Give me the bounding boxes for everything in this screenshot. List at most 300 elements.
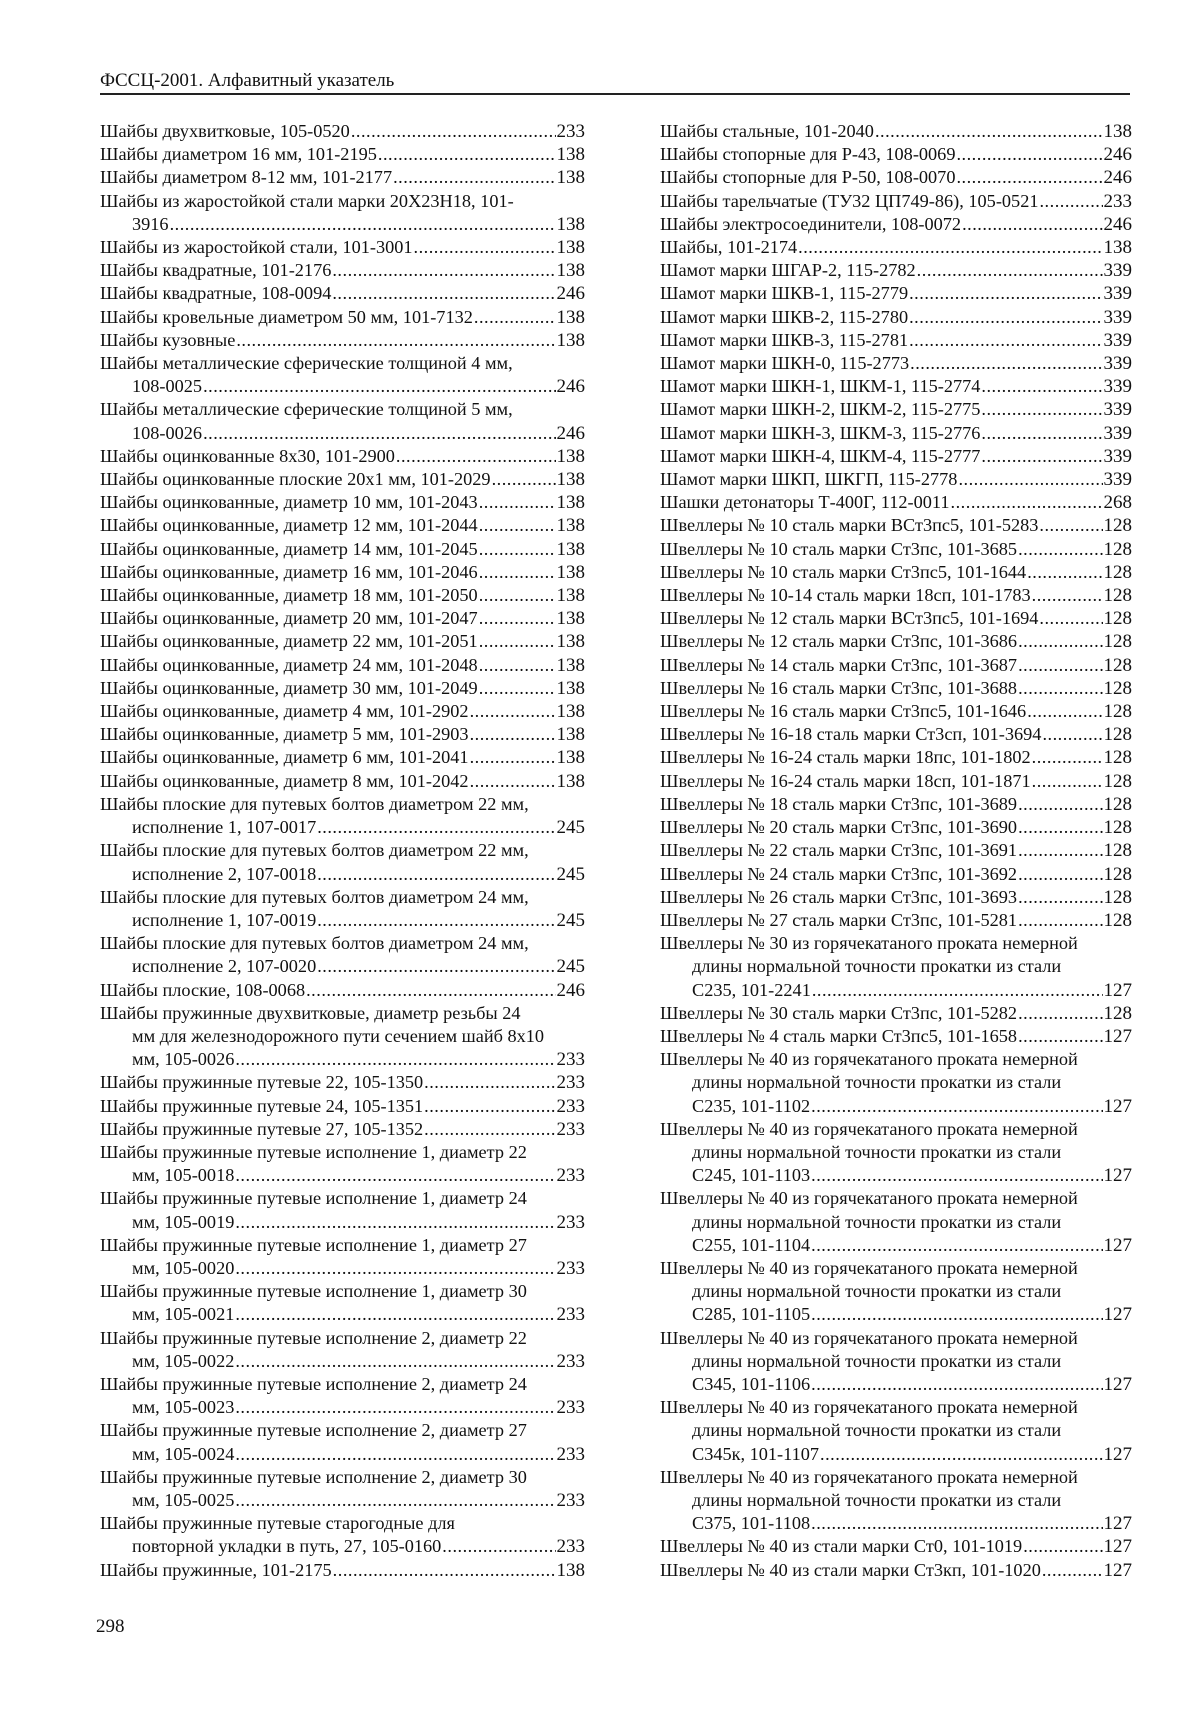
index-entry [660,422,1132,445]
index-entry [100,190,585,236]
index-entry [100,607,585,630]
dot-leader [424,1118,555,1141]
entry-page-number: 138 [1103,237,1132,259]
dot-leader [1018,863,1102,886]
entry-text-line: Шайбы плоские для путевых болтов диаметром 22 мм, [100,793,529,814]
dot-leader [474,306,556,329]
entry-last-line [100,538,585,561]
entry-text: Швеллеры № 16 сталь марки Ст3пс5, 101-1646 [660,701,1027,722]
entry-text-line: Шайбы пружинные путевые старогодные для [100,1513,455,1534]
entry-last-line [660,770,1132,793]
entry-page-number: 127 [1103,1513,1132,1535]
entry-text: Шайбы оцинкованные, диаметр 12 мм, 101-2044 [100,515,478,536]
entry-text-line: длины нормальной точности прокатки из стали [692,1281,1062,1302]
entry-page-number: 233 [556,1118,585,1140]
entry-page-number: 246 [1103,213,1132,235]
entry-page-number: 339 [1103,353,1132,375]
index-entry [660,700,1132,723]
dot-leader [1018,909,1102,932]
index-entry [660,793,1132,816]
entry-last-line [660,422,1132,445]
entry-text-line: Шайбы пружинные путевые исполнение 1, диаметр 24 [100,1188,527,1209]
entry-page-number: 233 [556,1072,585,1094]
dot-leader [203,375,555,398]
entry-last-line [100,259,585,282]
dot-leader [470,770,556,793]
entry-text: 108-0026 [132,422,203,443]
entry-page-number: 138 [556,631,585,653]
dot-leader [1018,886,1102,909]
entry-page-number: 339 [1103,260,1132,282]
entry-last-line [660,1303,1132,1326]
entry-text-line: длины нормальной точности прокатки из стали [692,1072,1062,1093]
entry-page-number: 128 [1103,840,1132,862]
entry-text: С235, 101-2241 [692,979,811,1000]
header-title: ФССЦ-2001. Алфавитный указатель [100,70,395,91]
dot-leader [479,607,556,630]
index-entry [100,770,585,793]
dot-leader [479,491,556,514]
dot-leader [1018,538,1102,561]
entry-text-line: Швеллеры № 40 из горячекатаного проката немерной [660,1397,1078,1418]
dot-leader [910,352,1102,375]
dot-leader [1042,1559,1103,1582]
entry-text: Шамот марки ШКН-4, ШКМ-4, 115-2777 [660,445,981,466]
entry-text: С375, 101-1108 [692,1513,811,1534]
entry-last-line [100,166,585,189]
dot-leader [306,979,555,1002]
index-entry [660,1466,1132,1536]
index-entry [100,723,585,746]
dot-leader [1018,1025,1102,1048]
entry-text: исполнение 1, 107-0019 [132,909,317,930]
entry-page-number: 339 [1103,329,1132,351]
dot-leader [235,1257,555,1280]
entry-last-line [660,677,1132,700]
entry-page-number: 233 [556,1165,585,1187]
page-header [100,70,1130,92]
entry-last-line [100,700,585,723]
index-entry [660,143,1132,166]
entry-page-number: 127 [1103,1373,1132,1395]
entry-text: исполнение 2, 107-0018 [132,863,317,884]
index-entry [660,770,1132,793]
entry-text-line: Швеллеры № 40 из горячекатаного проката немерной [660,1327,1078,1348]
entry-page-number: 339 [1103,283,1132,305]
entry-text-line: Швеллеры № 40 из горячекатаного проката немерной [660,1188,1078,1209]
entry-text: 3916 [132,213,169,234]
dot-leader [909,282,1102,305]
index-entry [660,746,1132,769]
entry-text: Шайбы кровельные диаметром 50 мм, 101-7132 [100,306,473,327]
entry-text-line: длины нормальной точности прокатки из стали [692,956,1062,977]
entry-page-number: 246 [556,979,585,1001]
index-entry [660,1048,1132,1118]
index-entry [660,306,1132,329]
dot-leader [414,236,556,259]
entry-text: Шамот марки ШКН-1, ШКМ-1, 115-2774 [660,376,981,397]
dot-leader [811,1095,1102,1118]
entry-last-line [660,863,1132,886]
entry-page-number: 268 [1103,492,1132,514]
entry-page-number: 127 [1103,1234,1132,1256]
entry-text-line: Швеллеры № 40 из горячекатаного проката немерной [660,1466,1078,1487]
dot-leader [811,1303,1102,1326]
index-entry [660,839,1132,862]
entry-page-number: 339 [1103,445,1132,467]
index-entry [100,329,585,352]
entry-page-number: 128 [1103,515,1132,537]
dot-leader [470,700,556,723]
index-entry [100,561,585,584]
index-entry [660,1396,1132,1466]
entry-last-line [660,654,1132,677]
entry-last-line [100,1535,585,1558]
index-entry [100,1095,585,1118]
entry-text: Шайбы оцинкованные, диаметр 24 мм, 101-2048 [100,654,478,675]
entry-text: Шайбы пружинные, 101-2175 [100,1559,332,1580]
entry-last-line [660,1164,1132,1187]
entry-text-line: Швеллеры № 40 из горячекатаного проката немерной [660,1049,1078,1070]
entry-text: Шайбы тарельчатые (ТУ32 ЦП749-86), 105-0521 [660,190,1039,211]
index-entry [100,1118,585,1141]
entry-last-line [660,329,1132,352]
entry-page-number: 138 [556,167,585,189]
dot-leader [442,1535,555,1558]
entry-last-line [660,445,1132,468]
header-rule [100,93,1130,95]
entry-text: Шайбы оцинкованные 8х30, 101-2900 [100,445,395,466]
entry-page-number: 128 [1103,631,1132,653]
entry-text: Шайбы пружинные путевые 22, 105-1350 [100,1072,424,1093]
entry-page-number: 339 [1103,469,1132,491]
index-entry [660,282,1132,305]
index-entry [660,1025,1132,1048]
entry-text: Швеллеры № 16-18 сталь марки Ст3сп, 101-3694 [660,724,1042,745]
entry-text-line: длины нормальной точности прокатки из стали [692,1350,1062,1371]
entry-text: Шайбы пружинные путевые 27, 105-1352 [100,1118,424,1139]
entry-text: Швеллеры № 16-24 сталь марки 18пс, 101-1802 [660,747,1031,768]
entry-last-line [100,1350,585,1373]
entry-text: Шамот марки ШКП, ШКГП, 115-2778 [660,469,958,490]
dot-leader [956,143,1102,166]
dot-leader [981,398,1102,421]
entry-text: С255, 101-1104 [692,1234,811,1255]
entry-text: мм, 105-0025 [132,1489,235,1510]
dot-leader [235,1443,555,1466]
entry-page-number: 138 [556,701,585,723]
entry-page-number: 245 [556,909,585,931]
entry-last-line [660,468,1132,491]
dot-leader [378,143,556,166]
entry-text: Швеллеры № 26 сталь марки Ст3пс, 101-3693 [660,886,1018,907]
entry-page-number: 233 [556,1257,585,1279]
entry-page-number: 138 [556,469,585,491]
entry-text: Швеллеры № 40 из стали марки Ст0, 101-1019 [660,1536,1023,1557]
entry-text: Шайбы электросоединители, 108-0072 [660,213,962,234]
index-entry [660,190,1132,213]
entry-last-line [100,955,585,978]
index-entry [100,514,585,537]
entry-page-number: 138 [556,724,585,746]
entry-page-number: 138 [556,608,585,630]
entry-last-line [660,1535,1132,1558]
entry-text: Швеллеры № 10 сталь марки Ст3пс5, 101-1644 [660,561,1027,582]
entry-last-line [660,190,1132,213]
index-entry [100,654,585,677]
dot-leader [235,1489,555,1512]
dot-leader [332,282,555,305]
dot-leader [492,468,556,491]
dot-leader [479,677,556,700]
entry-last-line [100,1489,585,1512]
index-entry [100,259,585,282]
dot-leader [917,259,1103,282]
page-number: 298 [96,1616,125,1637]
index-entry [660,886,1132,909]
dot-leader [981,375,1102,398]
entry-last-line [660,607,1132,630]
dot-leader [875,120,1103,143]
index-entry [100,839,585,885]
index-entry [660,538,1132,561]
entry-last-line [660,1559,1132,1582]
entry-page-number: 138 [556,306,585,328]
index-entry [100,677,585,700]
dot-leader [1018,1002,1102,1025]
index-entry [100,932,585,978]
entry-last-line [100,1211,585,1234]
index-entry [660,816,1132,839]
entry-page-number: 128 [1103,654,1132,676]
entry-text: Шайбы стопорные для Р-43, 108-0069 [660,144,956,165]
index-entry [660,398,1132,421]
dot-leader [1018,793,1102,816]
entry-page-number: 138 [556,260,585,282]
entry-page-number: 128 [1103,886,1132,908]
entry-text-line: Шайбы пружинные путевые исполнение 2, диаметр 22 [100,1327,527,1348]
entry-page-number: 233 [556,121,585,142]
entry-text-line: длины нормальной точности прокатки из стали [692,1489,1062,1510]
index-entry [660,723,1132,746]
entry-text: Швеллеры № 12 сталь марки Ст3пс, 101-3686 [660,631,1018,652]
entry-last-line [100,1303,585,1326]
index-entry [100,746,585,769]
entry-text-line: Шайбы плоские для путевых болтов диаметром 24 мм, [100,933,529,954]
index-entry [100,1419,585,1465]
entry-last-line [660,491,1132,514]
index-entry [100,700,585,723]
entry-last-line [100,120,585,143]
entry-last-line [660,561,1132,584]
dot-leader [1027,561,1102,584]
entry-text-line: Швеллеры № 40 из горячекатаного проката немерной [660,1118,1078,1139]
entry-last-line [660,259,1132,282]
entry-text: Шайбы оцинкованные, диаметр 18 мм, 101-2050 [100,585,478,606]
dot-leader [235,1350,555,1373]
dot-leader [396,445,556,468]
entry-text: Шайбы, 101-2174 [660,237,798,258]
entry-last-line [100,514,585,537]
dot-leader [1039,514,1102,537]
entry-page-number: 246 [556,283,585,305]
entry-text-line: Шайбы пружинные путевые исполнение 2, диаметр 30 [100,1466,527,1487]
entry-last-line [100,1396,585,1419]
dot-leader [424,1095,555,1118]
entry-page-number: 128 [1103,909,1132,931]
dot-leader [812,979,1103,1002]
entry-last-line [100,909,585,932]
index-entry [660,654,1132,677]
entry-last-line [660,746,1132,769]
index-entry [660,375,1132,398]
dot-leader [811,1164,1102,1187]
entry-page-number: 128 [1103,1002,1132,1024]
entry-text: Шамот марки ШКН-0, 115-2773 [660,353,910,374]
dot-leader [811,1234,1102,1257]
entry-page-number: 128 [1103,817,1132,839]
entry-page-number: 138 [556,515,585,537]
index-entry [100,1327,585,1373]
entry-last-line [100,422,585,445]
entry-last-line [660,816,1132,839]
entry-text-line: мм для железнодорожного пути сечением шайб 8х10 [132,1025,545,1046]
entry-text: Шамот марки ШКН-3, ШКМ-3, 115-2776 [660,422,981,443]
entry-last-line [100,630,585,653]
entry-text: мм, 105-0020 [132,1257,235,1278]
dot-leader [1032,770,1103,793]
entry-text: Шайбы оцинкованные, диаметр 16 мм, 101-2046 [100,561,478,582]
dot-leader [424,1071,555,1094]
index-entry [100,886,585,932]
entry-last-line [660,538,1132,561]
dot-leader [470,723,556,746]
entry-text: Швеллеры № 4 сталь марки Ст3пс5, 101-1658 [660,1025,1018,1046]
dot-leader [235,1048,555,1071]
dot-leader [479,630,556,653]
entry-last-line [100,1095,585,1118]
dot-leader [170,213,556,236]
dot-leader [1018,677,1102,700]
entry-page-number: 138 [556,445,585,467]
entry-text-line: Швеллеры № 30 из горячекатаного проката немерной [660,933,1078,954]
entry-page-number: 127 [1103,1025,1132,1047]
entry-text: мм, 105-0021 [132,1304,235,1325]
entry-last-line [100,445,585,468]
entry-page-number: 127 [1103,1559,1132,1581]
dot-leader [1042,723,1102,746]
index-entry [100,1280,585,1326]
dot-leader [317,816,555,839]
entry-text-line: Шайбы пружинные путевые исполнение 2, диаметр 24 [100,1373,527,1394]
index-entry [660,1257,1132,1327]
entry-page-number: 233 [556,1536,585,1558]
index-entry [660,259,1132,282]
entry-page-number: 233 [556,1489,585,1511]
dot-leader [332,259,555,282]
dot-leader [235,1396,555,1419]
dot-leader [479,654,556,677]
entry-text: Шайбы оцинкованные, диаметр 20 мм, 101-2047 [100,608,478,629]
dot-leader [1023,1535,1102,1558]
entry-last-line [660,839,1132,862]
entry-text: мм, 105-0023 [132,1397,235,1418]
entry-text: Швеллеры № 16-24 сталь марки 18сп, 101-1871 [660,770,1031,791]
index-entry [100,236,585,259]
entry-last-line [100,677,585,700]
dot-leader [1027,700,1102,723]
dot-leader [962,213,1102,236]
dot-leader [479,584,556,607]
entry-last-line [660,1373,1132,1396]
index-entry [100,166,585,189]
dot-leader [811,1512,1102,1535]
entry-last-line [100,1257,585,1280]
dot-leader [958,468,1102,491]
entry-page-number: 245 [556,863,585,885]
entry-last-line [660,398,1132,421]
entry-last-line [660,723,1132,746]
dot-leader [1018,654,1102,677]
entry-text: С345к, 101-1107 [692,1443,820,1464]
dot-leader [1039,190,1102,213]
index-entry [660,630,1132,653]
index-column-right [660,120,1132,1582]
index-entry [100,398,585,444]
dot-leader [951,491,1103,514]
entry-text: С235, 101-1102 [692,1095,811,1116]
entry-last-line [660,1095,1132,1118]
entry-text: Шайбы оцинкованные, диаметр 10 мм, 101-2043 [100,492,478,513]
index-entry [100,793,585,839]
index-entry [100,120,585,143]
entry-page-number: 233 [1103,190,1132,212]
entry-last-line [660,213,1132,236]
index-entry [660,1535,1132,1558]
dot-leader [1018,630,1102,653]
entry-page-number: 127 [1103,1443,1132,1465]
entry-text: С345, 101-1106 [692,1373,811,1394]
entry-text: мм, 105-0022 [132,1350,235,1371]
index-entry [660,120,1132,143]
index-column-left [100,120,585,1582]
entry-text: Шайбы диаметром 8-12 мм, 101-2177 [100,167,393,188]
dot-leader [981,445,1102,468]
entry-text: Швеллеры № 10-14 сталь марки 18сп, 101-1783 [660,585,1031,606]
entry-last-line [100,1443,585,1466]
entry-text-line: Шайбы пружинные путевые исполнение 1, диаметр 27 [100,1234,527,1255]
entry-page-number: 233 [556,1304,585,1326]
entry-page-number: 128 [1103,724,1132,746]
dot-leader [235,1211,555,1234]
index-entry [100,630,585,653]
entry-text: Шайбы стальные, 101-2040 [660,121,874,141]
index-entry [100,306,585,329]
entry-text-line: Шайбы металлические сферические толщиной 5 мм, [100,399,513,420]
index-entry [660,468,1132,491]
entry-text: Шамот марки ШКВ-3, 115-2781 [660,329,909,350]
entry-text: Шайбы плоские, 108-0068 [100,979,306,1000]
entry-text: Швеллеры № 10 сталь марки ВСт3пс5, 101-5283 [660,515,1039,536]
entry-page-number: 138 [556,561,585,583]
entry-last-line [100,491,585,514]
index-entry [100,1071,585,1094]
index-entry [660,561,1132,584]
entry-last-line [100,1118,585,1141]
dot-leader [351,120,556,143]
dot-leader [479,514,556,537]
entry-page-number: 233 [556,1397,585,1419]
